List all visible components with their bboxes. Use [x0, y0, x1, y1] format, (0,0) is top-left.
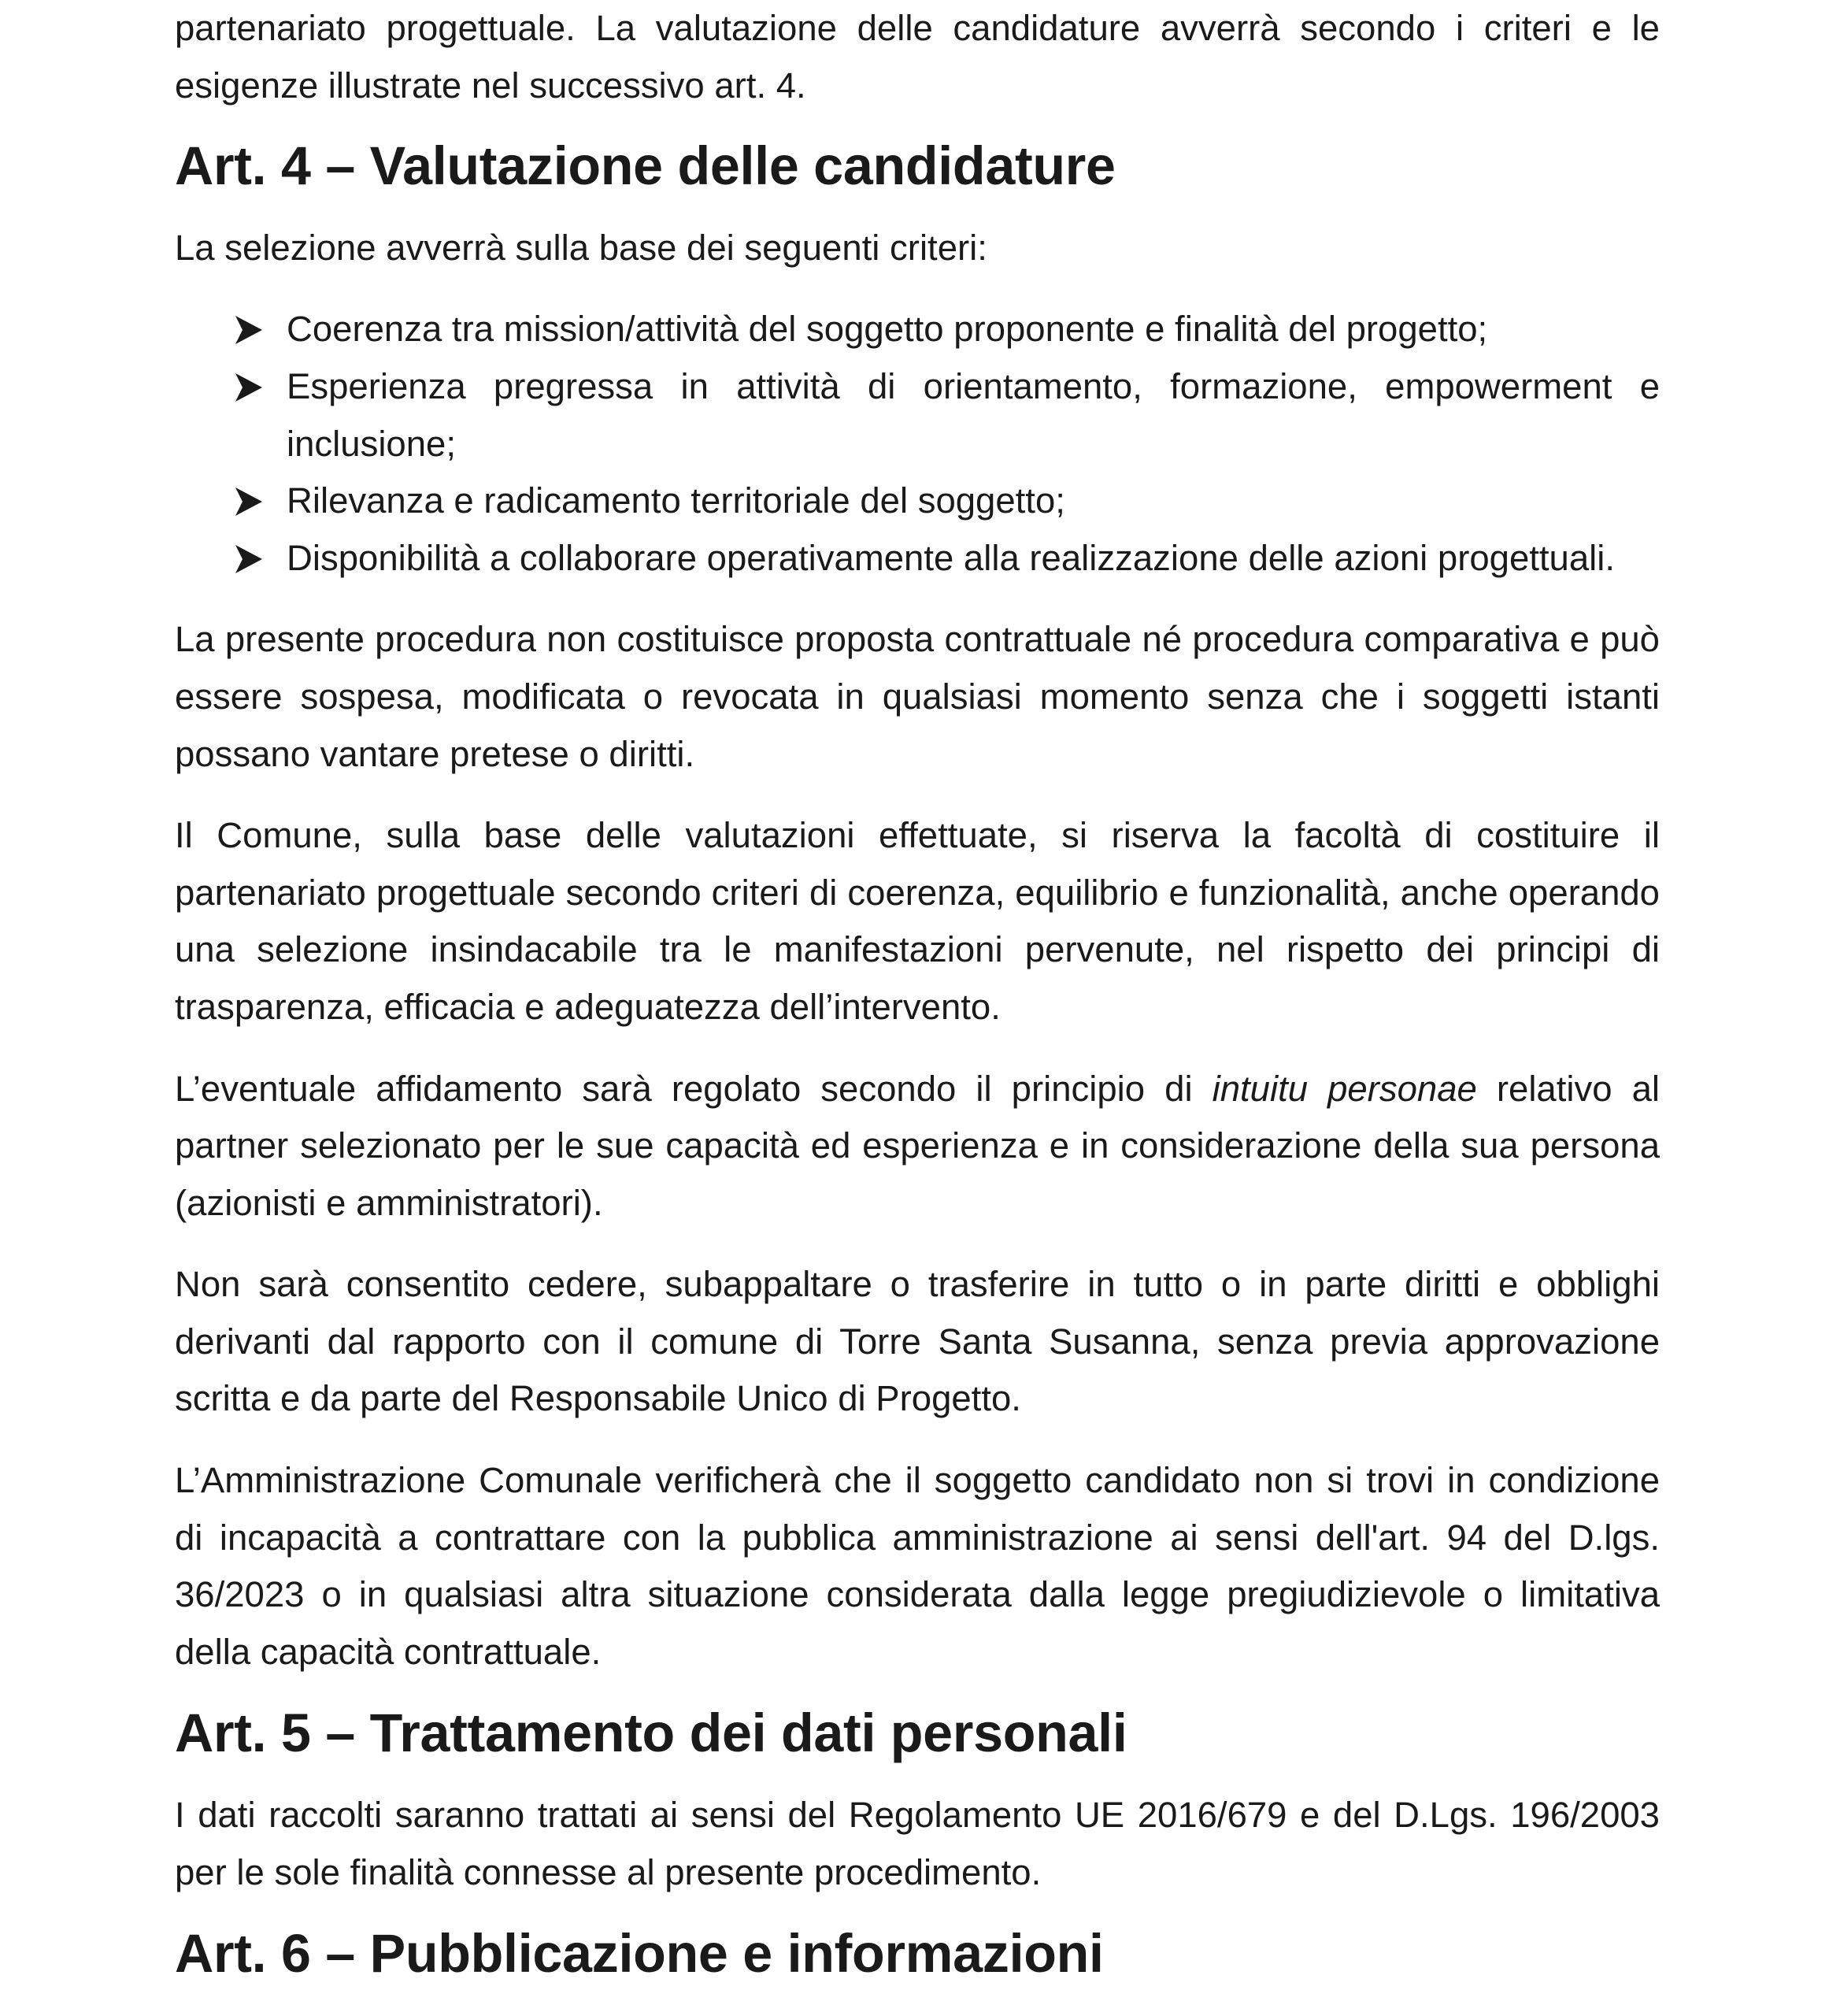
criteria-list	[175, 301, 1660, 587]
criteria-item-text: Rilevanza e radicamento territoriale del soggetto;	[287, 480, 1065, 521]
arrowhead-bullet-icon	[233, 372, 265, 403]
art5-paragraph: I dati raccolti saranno trattati ai sensi del Regolamento UE 2016/679 e del D.Lgs. 196/2003 per le sole finalità connesse al presente procedimento.	[175, 1795, 1660, 1892]
affidamento-paragraph	[175, 1061, 1660, 1232]
document-page	[175, 0, 1660, 1983]
arrowhead-bullet-icon	[233, 486, 265, 517]
intro-fragment-paragraph: partenariato progettuale. La valutazione delle candidature avverrà secondo i criteri e le esigenze illustrate nel successivo art. 4.	[175, 8, 1660, 106]
criteria-item	[175, 530, 1660, 587]
art5-heading: Art. 5 – Trattamento dei dati personali	[175, 1703, 1127, 1764]
criteria-item-text: Esperienza pregressa in attività di orientamento, formazione, empowerment e inclusione;	[287, 365, 1660, 464]
criteria-item	[175, 358, 1660, 472]
affidamento-italic-term: intuitu personae	[1212, 1068, 1477, 1109]
criteria-item-text: Disponibilità a collaborare operativamente alla realizzazione delle azioni progettuali.	[287, 537, 1616, 578]
art4-heading: Art. 4 – Valutazione delle candidature	[175, 136, 1116, 197]
verifica-paragraph: L’Amministrazione Comunale verificherà che il soggetto candidato non si trovi in condizione di incapacità a contrattare con la pubblica amministrazione ai sensi dell'art. 94 del D.lgs. 36/2023 o in qualsiasi altra situazione considerata dalla legge pregiudizievole o limitativa della capacità contrattuale.	[175, 1460, 1660, 1672]
criteria-item	[175, 472, 1660, 530]
procedure-paragraph: La presente procedura non costituisce proposta contrattuale né procedura comparativa e può essere sospesa, modificata o revocata in qualsiasi momento senza che i soggetti istanti possano vantare pretese o diritti.	[175, 619, 1660, 774]
arrowhead-bullet-icon	[233, 314, 265, 346]
art4-intro-paragraph: La selezione avverrà sulla base dei seguenti criteri:	[175, 227, 987, 268]
criteria-item	[175, 301, 1660, 358]
art6-heading: Art. 6 – Pubblicazione e informazioni	[175, 1924, 1104, 1984]
affidamento-text-before: L’eventuale affidamento sarà regolato secondo il principio di	[175, 1068, 1213, 1109]
arrowhead-bullet-icon	[233, 543, 265, 575]
affidamento-text-after: relativo al partner selezionato per le sue capacità ed esperienza e in considerazione della sua persona (azionisti e amministratori).	[175, 1068, 1660, 1223]
comune-paragraph: Il Comune, sulla base delle valutazioni effettuate, si riserva la facoltà di costituire il partenariato progettuale secondo criteri di coerenza, equilibrio e funzionalità, anche operando una selezione insindacabile tra le manifestazioni pervenute, nel rispetto dei principi di trasparenza, efficacia e adeguatezza dell’intervento.	[175, 815, 1660, 1027]
cessione-paragraph: Non sarà consentito cedere, subappaltare o trasferire in tutto o in parte diritti e obblighi derivanti dal rapporto con il comune di Torre Santa Susanna, senza previa approvazione scritta e da parte del Responsabile Unico di Progetto.	[175, 1264, 1660, 1419]
criteria-item-text: Coerenza tra mission/attività del soggetto proponente e finalità del progetto;	[287, 309, 1488, 350]
